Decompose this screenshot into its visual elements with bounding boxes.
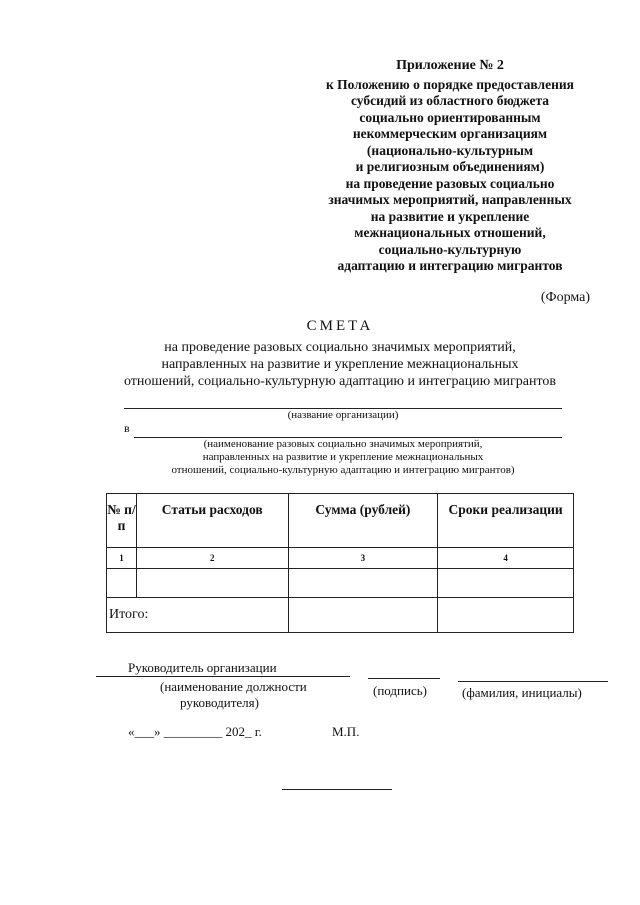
annex-line: некоммерческим организациям	[352, 126, 548, 141]
col-header-number: № п/п	[107, 494, 137, 548]
table-cell[interactable]	[288, 569, 438, 598]
event-caption-line: направленных на развитие и укрепление межнациональных	[202, 451, 484, 463]
stamp-place: М.П.	[332, 724, 360, 739]
form-label: (Форма)	[540, 290, 590, 305]
document-subtitle	[100, 339, 580, 390]
total-label-text: Итого:	[109, 607, 149, 622]
in-prefix: в	[124, 421, 130, 435]
annex-line: на развитие и укрепление	[370, 208, 530, 224]
subtitle-line: на проведение разовых социально значимых мероприятий,	[164, 340, 516, 355]
annex-line: субсидий из областного бюджета	[350, 93, 550, 108]
total-label	[107, 598, 289, 633]
signature-line[interactable]	[368, 678, 440, 679]
signature-caption: (подпись)	[373, 683, 427, 698]
table-cell[interactable]	[136, 569, 288, 598]
col-header-amount: Сумма (рублей)	[288, 494, 438, 548]
table-cell[interactable]	[107, 569, 137, 598]
column-number: 4	[438, 548, 574, 569]
document-title: СМЕТА	[306, 318, 374, 334]
position-caption-2: руководителя)	[180, 695, 259, 710]
subtitle-line: направленных на развитие и укрепление межнациональных	[161, 357, 519, 372]
annex-line: значимых мероприятий, направленных	[328, 192, 572, 207]
annex-line: к Положению о порядке предоставления	[326, 76, 574, 92]
column-number: 2	[136, 548, 288, 569]
annex-line: адаптацию и интеграцию мигрантов	[337, 258, 563, 273]
column-number-row	[107, 548, 574, 569]
column-number: 3	[288, 548, 438, 569]
name-line[interactable]	[458, 681, 608, 682]
annex-line: и религиозным объединениям)	[355, 159, 545, 174]
event-caption-line: отношений, социально-культурную адаптацию и интеграцию мигрантов)	[171, 464, 515, 476]
event-caption-line: (наименование разовых социально значимых мероприятий,	[203, 438, 483, 450]
total-amount-cell[interactable]	[288, 598, 438, 633]
footer-divider	[282, 789, 392, 790]
total-row	[107, 598, 574, 633]
col-header-period: Сроки реализации	[438, 494, 574, 548]
event-caption	[124, 438, 562, 477]
table-row	[107, 569, 574, 598]
name-caption: (фамилия, инициалы)	[462, 685, 582, 700]
table-cell[interactable]	[438, 569, 574, 598]
position-line[interactable]	[96, 676, 350, 677]
annex-line: социально-культурную	[378, 241, 522, 257]
column-number: 1	[107, 548, 137, 569]
date-field[interactable]: «___» _________ 202_ г.	[128, 724, 262, 739]
annex-header	[300, 58, 600, 275]
annex-line: межнациональных отношений,	[354, 225, 546, 240]
annex-line: (национально-культурным	[366, 142, 534, 158]
table-header-row	[107, 494, 574, 548]
annex-title: Приложение № 2	[396, 58, 504, 73]
total-period-cell[interactable]	[438, 598, 574, 633]
estimate-table	[106, 493, 574, 633]
org-caption: (название организации)	[287, 409, 399, 421]
subtitle-line: отношений, социально-культурную адаптацию и интеграцию мигрантов	[123, 374, 557, 389]
position-caption: (наименование должности	[160, 679, 307, 694]
col-header-expense: Статьи расходов	[136, 494, 288, 548]
annex-line: социально ориентированным	[359, 109, 541, 125]
position-value: Руководитель организации	[128, 660, 277, 675]
annex-line: на проведение разовых социально	[345, 175, 555, 191]
